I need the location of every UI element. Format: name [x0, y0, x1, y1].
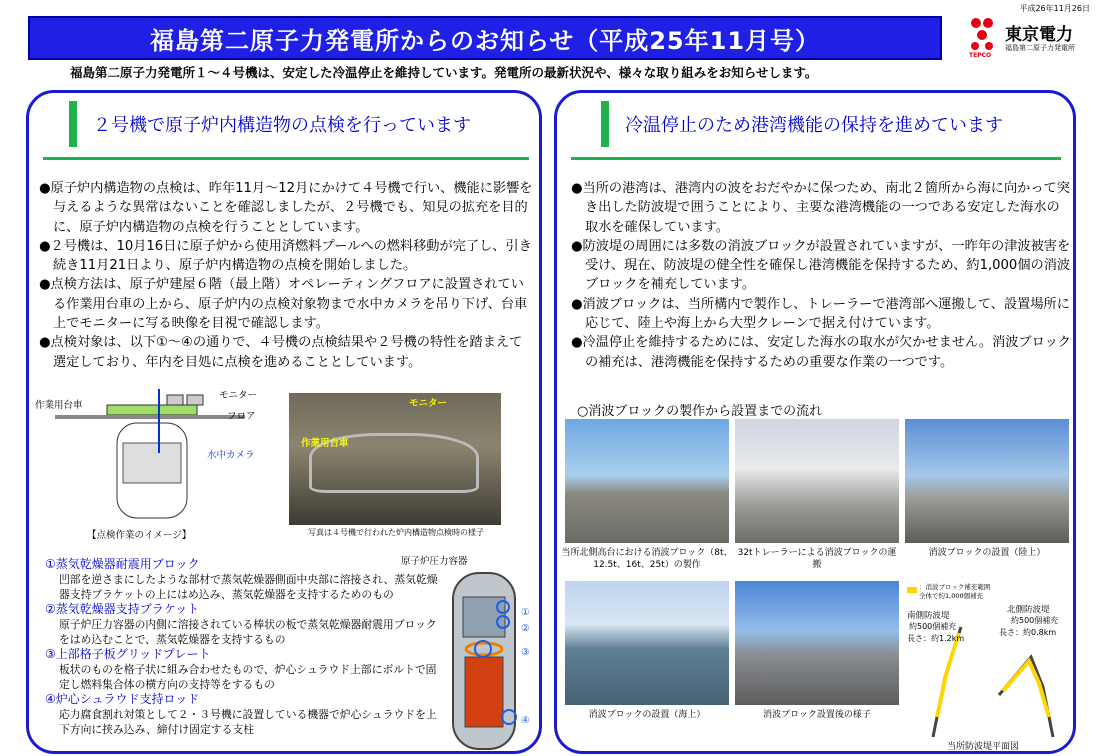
left-panel: [26, 90, 542, 754]
south-breakwater-length: 長さ：約1.2km: [907, 634, 965, 643]
photo-caption: 32tトレーラーによる消波ブロックの運搬: [737, 548, 897, 570]
camera-label: 水中カメラ: [207, 450, 255, 461]
issue-date: 平成26年11月26日: [1019, 4, 1090, 13]
page-title: 福島第二原子力発電所からのお知らせ（平成25年11月号）: [28, 16, 942, 60]
left-bullet-list: [39, 179, 533, 372]
photo-caption: 消波ブロック設置後の様子: [763, 710, 871, 720]
monitor-label: モニター: [219, 390, 258, 401]
bullet-item: ●消波ブロックは、当所構内で製作し、トレーラーで港湾部へ運搬して、設置場所に応じて、陸上や海上から大型クレーンで据え付けています。: [571, 296, 1070, 332]
map-legend: ：消波ブロック補充範囲 全体で約1,000個補充: [919, 583, 991, 600]
bullet-item: ●冷温停止を維持するためには、安定した海水の取水が欠かせません。消波ブロックの補充は、港湾機能を保持するための重要な作業の一つです。: [571, 335, 1071, 370]
photo-cart-label: 作業用台車: [301, 438, 349, 449]
marker-4: ④: [521, 715, 530, 726]
breakwater-plan-map: [903, 567, 1069, 753]
bullet-item: ●点検対象は、以下①～④の通りで、４号機の点検結果や２号機の特性を踏まえて選定しており、年内を目処に点検を進めることとしています。: [39, 335, 523, 370]
logo-name: 東京電力: [1005, 25, 1073, 45]
block-installation-land-photo: [905, 419, 1069, 543]
marker-1: ①: [521, 607, 530, 618]
page-subtitle: 福島第二原子力発電所１～４号機は、安定した冷温停止を維持しています。発電所の最新状況や、様々な取り組みをお知らせします。: [70, 65, 818, 80]
target-item: ①蒸気乾燥器耐震用ブロック 凹部を逆さまにしたような部材で蒸気乾燥器側面中央部に溶接され、蒸気乾燥器支持ブラケットの上にはめ込み、蒸気乾燥器を支持するためのもの: [45, 557, 438, 601]
block-after-installation-photo: [735, 581, 899, 705]
photo-caption: 当所北側高台における消波ブロック（8t、12.5t、16t、25t）の製作: [561, 548, 733, 570]
map-caption: 当所防波堤平面図: [947, 742, 1020, 752]
inspection-diagram: [37, 383, 277, 543]
bullet-item: ●点検方法は、原子炉建屋６階（最上階）オペレーティングフロアに設置されている作業用台車の上から、原子炉内の点検対象物まで水中カメラを吊り下げ、台車上でモニターに写る映像を目視で確認します。: [39, 277, 528, 332]
cart-label: 作業用台車: [35, 400, 83, 411]
block-installation-sea-photo: [565, 581, 729, 705]
bullet-item: ●防波堤の周囲には多数の消波ブロックが設置されていますが、一昨年の津波被害を受け、現在、防波堤の健全性を確保し港湾機能を保持するため、約1,000個の消波ブロックを補充しています。: [571, 238, 1071, 293]
right-panel: [554, 90, 1076, 754]
right-section-title: 冷温停止のため港湾機能の保持を進めています: [625, 115, 1003, 136]
marker-2: ②: [521, 623, 530, 634]
north-breakwater-title: 北側防波堤: [1007, 605, 1050, 615]
inspection-target-list: [45, 557, 445, 737]
left-section-header: [69, 101, 471, 147]
bullet-item: ●原子炉内構造物の点検は、昨年11月～12月にかけて４号機で行い、機能に影響を与えるような異常はないことを確認しましたが、２号機でも、知見の拡充を目的に、原子炉内構造物の点検を行うこととしています。: [39, 181, 533, 235]
logo-tepco: TEPCO: [969, 52, 992, 59]
section-divider: [571, 157, 1061, 160]
photo-caption: 消波ブロックの設置（海上）: [588, 710, 706, 720]
logo-subname: 福島第二原子力発電所: [1005, 44, 1075, 52]
vessel-label: 原子炉圧力容器: [401, 556, 468, 567]
target-item: ②蒸気乾燥器支持ブラケット 原子炉圧力容器の内側に溶接されている棒状の板で蒸気乾燥器耐震用ブロックをはめ込むことで、蒸気乾燥器を支持するもの: [45, 602, 437, 646]
south-breakwater-title: 南側防波堤: [907, 611, 950, 621]
photo-caption: 消波ブロックの設置（陸上）: [928, 548, 1046, 558]
marker-3: ③: [521, 647, 530, 658]
target-item: ③上部格子板グリッドプレート 板状のものを格子状に組み合わせたもので、炉心シュラウド上部にボルトで固定し燃料集合体の横方向の支持等をするもの: [45, 647, 437, 691]
right-section-header: [601, 101, 1003, 147]
left-section-title: ２号機で原子炉内構造物の点検を行っています: [93, 115, 471, 136]
diagram-caption: 【点検作業のイメージ】: [87, 530, 192, 541]
floor-label: フロア: [227, 411, 256, 422]
north-breakwater-length: 長さ：約0.8km: [999, 628, 1057, 637]
block-transport-photo: [735, 419, 899, 543]
south-breakwater-count: 約500個補充: [909, 622, 957, 631]
block-fabrication-photo: [565, 419, 729, 543]
reactor-vessel-icon: [443, 567, 533, 753]
pressure-vessel-figure: [401, 553, 541, 753]
section-divider: [43, 157, 529, 160]
photo-caption: 写真は４号機で行われた炉内構造物点検時の様子: [308, 528, 484, 537]
north-breakwater-count: 約500個補充: [1011, 616, 1059, 625]
inspection-photo: [289, 393, 501, 525]
right-bullet-list: [571, 179, 1071, 372]
bullet-item: ●当所の港湾は、港湾内の波をおだやかに保つため、南北２箇所から海に向かって突き出した防波堤で囲うことにより、主要な港湾機能の一つである安定した海水の取水を確保しています。: [571, 181, 1070, 235]
section-accent-bar: [601, 101, 609, 147]
flow-heading: ○消波ブロックの製作から設置までの流れ: [577, 404, 823, 419]
target-item: ④炉心シュラウド支持ロッド 応力腐食割れ対策として２・３号機に設置している機器で炉心シュラウドを上下方向に挟み込み、締付け固定する支柱: [45, 692, 437, 736]
bullet-item: ●２号機は、10月16日に原子炉から使用済燃料プールへの燃料移動が完了し、引き続き11月21日より、原子炉内構造物の点検を開始しました。: [39, 238, 532, 274]
section-accent-bar: [69, 101, 77, 147]
photo-monitor-label: モニター: [409, 398, 448, 409]
logo-mark-icon: [971, 18, 1001, 56]
tepco-logo: [965, 12, 1093, 60]
